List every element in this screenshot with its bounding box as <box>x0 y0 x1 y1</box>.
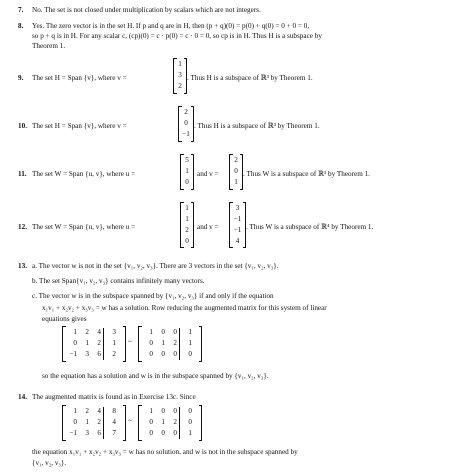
item-11-number: 11. <box>18 170 27 178</box>
item-13-part-c-line3: equations gives <box>42 315 87 323</box>
item-14-row-equivalence: ~ <box>128 417 132 425</box>
matrix-entry: 2 <box>185 226 189 234</box>
item-13-part-a: a. The vector w is not in the set {v₁, v₂, v₃}. There are 3 vectors in the set {v₁, v₂, v₃}. <box>32 262 279 270</box>
matrix-entry: 3 <box>85 429 89 437</box>
matrix-entry: −1 <box>69 429 77 437</box>
item-10-number: 10. <box>18 122 27 130</box>
matrix-entry: 0 <box>161 429 165 437</box>
matrix-entry: −1 <box>233 226 242 234</box>
matrix-entry: 4 <box>97 407 101 415</box>
item-11-text-and: and v = <box>197 170 219 178</box>
matrix-entry: 0 <box>184 119 188 127</box>
matrix-entry: 3 <box>235 204 240 212</box>
item-13-number: 13. <box>18 262 27 270</box>
matrix-entry: 0 <box>161 328 165 336</box>
item-10-vector-v <box>178 106 194 142</box>
item-14-number: 14. <box>18 393 27 401</box>
matrix-entry: 1 <box>185 167 189 175</box>
item-12-number: 12. <box>18 223 27 231</box>
matrix-entry: 2 <box>234 156 238 164</box>
matrix-entry: 1 <box>188 339 192 347</box>
item-11-text-before: The set W = Span {u, v}, where u = <box>32 170 136 178</box>
matrix-entry: 1 <box>161 339 165 347</box>
matrix-entry: 2 <box>85 328 89 336</box>
matrix-entry: 1 <box>112 339 116 347</box>
item-11-vector-v <box>229 154 243 190</box>
matrix-entry: −1 <box>182 130 190 138</box>
item-13-row-equivalence: ~ <box>128 338 132 346</box>
item-7-number: 7. <box>18 6 24 14</box>
item-9-vector-v <box>173 58 187 94</box>
matrix-entry: 0 <box>73 339 77 347</box>
matrix-entry: 0 <box>149 418 153 426</box>
matrix-entry: 1 <box>73 407 77 415</box>
matrix-entry: 0 <box>149 339 153 347</box>
matrix-entry: 0 <box>188 418 192 426</box>
item-8-line1: Yes. The zero vector is in the set H. If p and q are in H, then (p + q)(0) = p(0) + q(0) = 0 + 0 = 0, <box>32 22 310 30</box>
matrix-entry: 0 <box>73 418 77 426</box>
matrix-entry: 0 <box>185 178 189 186</box>
matrix-entry: 2 <box>173 418 177 426</box>
item-9-number: 9. <box>18 74 24 82</box>
matrix-entry: 3 <box>85 350 89 358</box>
matrix-entry: 2 <box>97 339 101 347</box>
item-11-text-after: . Thus W is a subspace of ℝ³ by Theorem 1. <box>243 170 370 178</box>
augmented-separator <box>179 328 180 360</box>
matrix-entry: 0 <box>173 407 177 415</box>
matrix-entry: 0 <box>149 350 153 358</box>
item-12-vector-v <box>229 202 246 248</box>
item-14-augmented-matrix <box>62 405 126 441</box>
matrix-entry: 1 <box>149 328 153 336</box>
item-10-text-after: . Thus H is a subspace of ℝ³ by Theorem 1. <box>194 122 320 130</box>
item-12-text-and: and v = <box>197 223 219 231</box>
matrix-entry: 1 <box>188 429 192 437</box>
item-13-part-c-line2: x₁v₁ + x₂v₂ + x₃v₃ = w has a solution. Row reducing the augmented matrix for this system of linear <box>42 304 327 312</box>
matrix-entry: 5 <box>185 156 189 164</box>
matrix-entry: 8 <box>112 407 116 415</box>
matrix-entry: 1 <box>185 215 189 223</box>
matrix-entry: 3 <box>112 328 116 336</box>
matrix-entry: 2 <box>85 407 89 415</box>
matrix-entry: 0 <box>188 407 192 415</box>
augmented-separator <box>103 407 104 439</box>
item-12-text-after: . Thus W is a subspace of ℝ⁴ by Theorem 1. <box>246 223 374 231</box>
item-11-vector-u <box>180 154 194 190</box>
matrix-entry: 1 <box>161 418 165 426</box>
item-13-part-b: b. The set Span{v₁, v₂, v₃} contains infinitely many vectors. <box>32 277 205 285</box>
matrix-entry: 1 <box>178 60 182 68</box>
matrix-entry: 3 <box>178 71 182 79</box>
item-8-number: 8. <box>18 22 24 30</box>
item-12-text-before: The set W = Span {u, v}, where u = <box>32 223 136 231</box>
matrix-entry: 2 <box>112 350 116 358</box>
matrix-entry: 0 <box>234 167 238 175</box>
item-8-line2: so p + q is in H. For any scalar c, (cp)(0) = c · p(0) = c · 0 = 0, so cp is in H. Thus H is a subspace by <box>32 32 322 40</box>
item-8-line3: Theorem 1. <box>32 42 66 50</box>
item-13-part-c-line1: c. The vector w is in the subspace spanned by {v₁, v₂, v₃} if and only if the equation <box>32 292 274 300</box>
matrix-entry: 1 <box>185 204 189 212</box>
matrix-entry: 4 <box>112 418 116 426</box>
augmented-separator <box>103 328 104 360</box>
item-14-line3: {v₁, v₂, v₃}. <box>32 459 67 467</box>
matrix-entry: 0 <box>173 350 177 358</box>
matrix-entry: 1 <box>73 328 77 336</box>
matrix-entry: 1 <box>188 328 192 336</box>
matrix-entry: 4 <box>97 328 101 336</box>
matrix-entry: 0 <box>161 407 165 415</box>
matrix-entry: 4 <box>235 237 240 245</box>
matrix-entry: 2 <box>173 339 177 347</box>
matrix-entry: 1 <box>149 407 153 415</box>
matrix-entry: 6 <box>97 429 101 437</box>
item-14-line1: The augmented matrix is found as in Exercise 13c. Since <box>32 393 196 401</box>
item-13-augmented-matrix <box>62 326 126 362</box>
matrix-entry: 2 <box>97 418 101 426</box>
matrix-entry: 0 <box>188 350 192 358</box>
matrix-entry: −1 <box>233 215 242 223</box>
matrix-entry: 7 <box>112 429 116 437</box>
item-13-reduced-matrix <box>138 326 202 362</box>
item-7-text: No. The set is not closed under multiplication by scalars which are not integers. <box>32 6 261 14</box>
matrix-entry: 1 <box>85 339 89 347</box>
item-14-reduced-matrix <box>138 405 202 441</box>
matrix-entry: 6 <box>97 350 101 358</box>
item-10-text-before: The set H = Span {v}, where v = <box>32 122 127 130</box>
matrix-entry: 2 <box>178 82 182 90</box>
matrix-entry: 0 <box>149 429 153 437</box>
matrix-entry: 0 <box>161 350 165 358</box>
matrix-entry: 0 <box>173 328 177 336</box>
item-9-text-before: The set H = Span {v}, where v = <box>32 74 127 82</box>
augmented-separator <box>179 407 180 439</box>
matrix-entry: −1 <box>69 350 77 358</box>
matrix-entry: 0 <box>173 429 177 437</box>
matrix-entry: 1 <box>85 418 89 426</box>
item-13-part-c-conclusion: so the equation has a solution and w is in the subspace spanned by {v₁, v₂, v₃}. <box>42 372 269 380</box>
matrix-entry: 0 <box>185 237 189 245</box>
item-9-text-after: . Thus H is a subspace of ℝ³ by Theorem 1. <box>187 74 313 82</box>
matrix-entry: 1 <box>234 178 238 186</box>
matrix-entry: 2 <box>184 108 188 116</box>
item-12-vector-u <box>180 202 194 248</box>
item-14-line2: the equation x₁v₁ + x₂v₂ + x₃v₃ = w has no solution, and w is not in the subspace spanned by <box>32 448 298 456</box>
